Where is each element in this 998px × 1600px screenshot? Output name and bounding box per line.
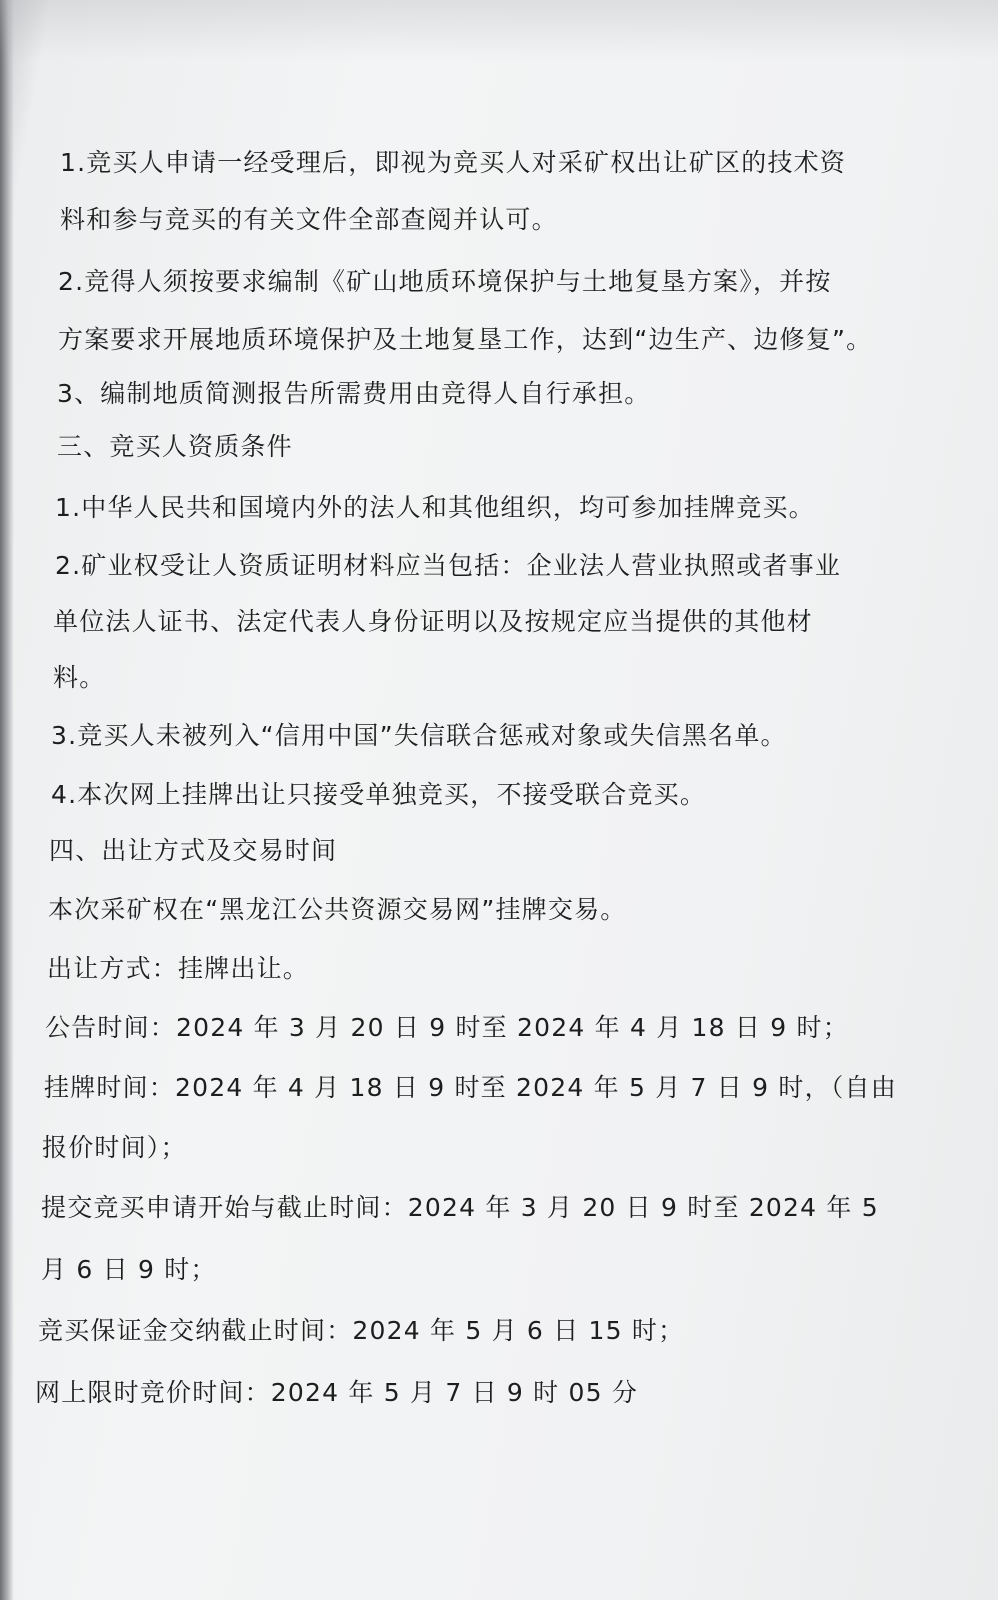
announcement-time: 公告时间：2024 年 3 月 20 日 9 时至 2024 年 4 月 18 日 9 时； [45,1013,849,1042]
online-bidding-time: 网上限时竞价时间：2024 年 5 月 7 日 9 时 05 分 [35,1378,639,1407]
listing-time-cont: 报价时间）； [42,1133,187,1162]
text-line-7: 1.中华人民共和国境内外的法人和其他组织，均可参加挂牌竞买。 [55,493,815,522]
text-line-15: 出让方式：挂牌出让。 [47,954,310,983]
text-line-5: 3、编制地质简测报告所需费用由竞得人自行承担。 [57,379,651,408]
text-line-4: 方案要求开展地质环境保护及土地复垦工作，达到“边生产、边修复”。 [58,325,873,354]
text-line-11: 3.竞买人未被列入“信用中国”失信联合惩戒对象或失信黑名单。 [51,721,787,750]
application-time: 提交竞买申请开始与截止时间：2024 年 3 月 20 日 9 时至 2024 年 5 [41,1193,879,1222]
listing-time: 挂牌时间：2024 年 4 月 18 日 9 时至 2024 年 5 月 7 日 9 时，（自由 [44,1073,897,1102]
text-line-8: 2.矿业权受让人资质证明材料应当包括：企业法人营业执照或者事业 [55,551,842,580]
application-time-cont: 月 6 日 9 时； [41,1255,217,1284]
text-line-12: 4.本次网上挂牌出让只接受单独竞买，不接受联合竞买。 [51,780,707,809]
section-heading-3: 三、竞买人资质条件 [57,432,293,461]
deposit-deadline: 竞买保证金交纳截止时间：2024 年 5 月 6 日 15 时； [38,1316,685,1345]
section-heading-4: 四、出让方式及交易时间 [49,836,338,865]
text-line-3: 2.竞得人须按要求编制《矿山地质环境保护与土地复垦方案》，并按 [58,267,832,296]
text-line-9: 单位法人证书、法定代表人身份证明以及按规定应当提供的其他材 [53,607,813,636]
text-line-10: 料。 [53,663,106,692]
text-line-2: 料和参与竞买的有关文件全部查阅并认可。 [60,205,558,234]
text-line-1: 1.竞买人申请一经受理后，即视为竞买人对采矿权出让矿区的技术资 [60,148,847,177]
text-line-14: 本次采矿权在“黑龙江公共资源交易网”挂牌交易。 [48,895,627,924]
